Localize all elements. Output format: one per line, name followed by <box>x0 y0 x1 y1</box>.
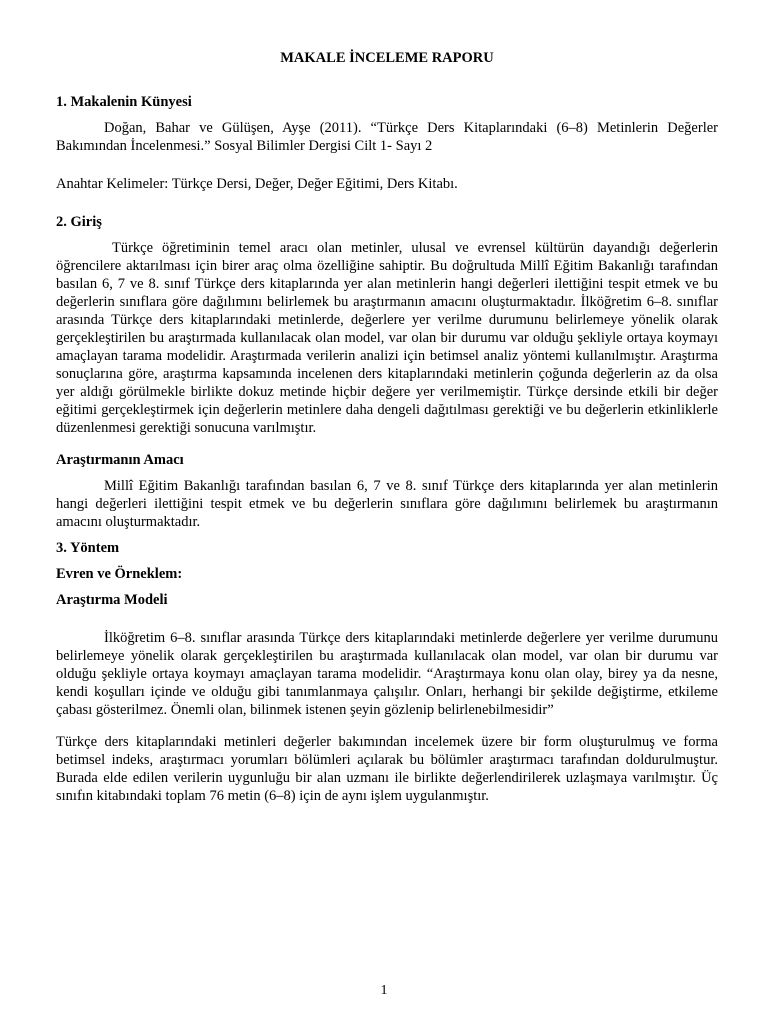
page-title: MAKALE İNCELEME RAPORU <box>280 50 494 66</box>
heading-kunye: 1. Makalenin Künyesi <box>56 94 192 110</box>
heading-giris: 2. Giriş <box>56 214 102 230</box>
heading-yontem: 3. Yöntem <box>56 540 120 556</box>
keywords-line: Anahtar Kelimeler: Türkçe Dersi, Değer, Değer Eğitimi, Ders Kitabı. <box>56 176 458 192</box>
paragraph-form: Türkçe ders kitaplarındaki metinleri değerler bakımından incelemek üzere bir form oluşturulmuş ve forma betimsel indeks, araştırmacı yorumları bölümleri açılarak bu bölümler araştırmacı tarafından doldurulmuştur. Burada elde edilen verilerin uygunluğu bir alan uzmanı ile birlikte değerlendirilerek uzlaşmaya varılmıştır. Üç sınıfın kitabındaki toplam 76 metin (6–8) için de aynı işlem uygulanmıştır. <box>56 734 718 804</box>
paragraph-kunye: Doğan, Bahar ve Gülüşen, Ayşe (2011). “Türkçe Ders Kitaplarındaki (6–8) Metinlerin Değerler Bakımından İncelenmesi.” Sosyal Bilimler Dergisi Cilt 1- Sayı 2 <box>56 120 718 154</box>
heading-evren: Evren ve Örneklem: <box>56 566 183 582</box>
document-page <box>56 50 718 805</box>
paragraph-amac: Millî Eğitim Bakanlığı tarafından basılan 6, 7 ve 8. sınıf Türkçe ders kitaplarında yer alan metinlerin hangi değerleri ilettiğini tespit etmek ve bu değerlerin sınıflara göre dağılımını belirlemek bu araştırmanın amacını oluşturmaktadır. <box>56 478 718 530</box>
page-number: 1 <box>380 983 388 998</box>
paragraph-giris: Türkçe öğretiminin temel aracı olan metinler, ulusal ve evrensel kültürün dayandığı değerlerin öğrencilere aktarılması için birer araç olma özelliğine sahiptir. Bu doğrultuda Millî Eğitim Bakanlığı tarafından basılan 6, 7 ve 8. sınıf Türkçe ders kitaplarında yer alan metinlerin hangi değerleri ilettiğini tespit etmek ve bu değerlerin sınıflara göre dağılımını belirlemek bu araştırmanın amacını oluşturmaktadır. İlköğretim 6–8. sınıflar arasında Türkçe ders kitaplarındaki metinlerde, değerlere yer verilme durumunu belirlemeye yönelik olarak gerçekleştirilen bu araştırmada kullanılacak olan model, var olan bir durumu var olduğu şekliyle ortaya koymayı amaçlayan tarama modelidir. Araştırmada verilerin analizi için betimsel analiz yöntemi kullanılmıştır. Araştırma sonuçlarına göre, araştırma kapsamında incelenen ders kitaplarındaki metinlerin çoğunda değerlerin az da olsa yer aldığı görülmekle birlikte dokuz metinde hiçbir değere yer verilmemiştir. Türkçe dersinde etkili bir değer eğitimi gerçekleştirmek için değerlerin metinlere daha dengeli dağıtılması gerektiği ve bu değerlerin etkinliklerle düzenlenmesi gerektiği sonucuna varılmıştır. <box>56 240 718 436</box>
heading-model: Araştırma Modeli <box>56 592 168 608</box>
heading-amac: Araştırmanın Amacı <box>56 452 184 468</box>
paragraph-model: İlköğretim 6–8. sınıflar arasında Türkçe ders kitaplarındaki metinlerde değerlere yer verilme durumunu belirlemeye yönelik olarak gerçekleştirilen bu araştırmada kullanılacak olan model, var olan bir durumu var olduğu şekliyle ortaya koymayı amaçlayan tarama modelidir. “Araştırmaya konu olan olay, birey ya da nesne, kendi koşulları içinde ve olduğu gibi tanımlanmaya çalışılır. Onları, herhangi bir şekilde değiştirme, etkileme çabası gösterilmez. Önemli olan, bilinmek istenen şeyin gözlenip belirlenebilmesidir” <box>56 630 718 718</box>
